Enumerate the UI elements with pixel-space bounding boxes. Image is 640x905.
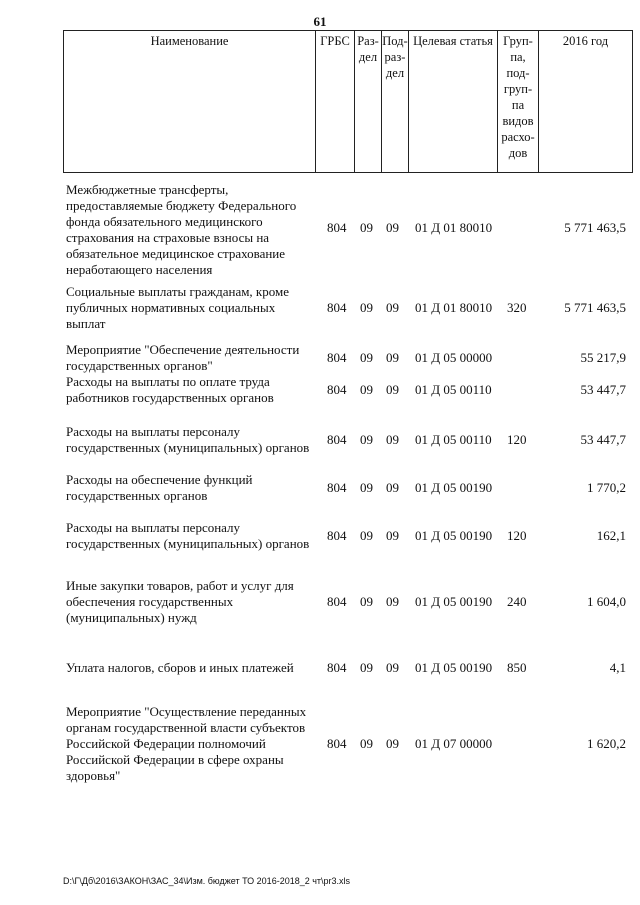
row-razdel: 09 [360,300,373,315]
row-group: 320 [507,300,527,315]
row-grbs: 804 [327,736,347,751]
header-razdel: Раз- дел [355,31,382,173]
row-podrazdel: 09 [386,432,399,447]
row-target: 01 Д 01 80010 [415,300,493,315]
table-row [63,472,632,504]
row-name: Межбюджетные трансферты, предоставляемые бюджету Федерального фонда обязательного медицинского страхования на страховые взносы на обязательное медицинское страхование неработающего населения [66,182,297,277]
header-group: Груп- па, под- груп- па видов расхо- дов [498,31,539,173]
row-podrazdel: 09 [386,220,399,235]
row-podrazdel: 09 [386,300,399,315]
row-target: 01 Д 05 00190 [415,594,493,609]
row-razdel: 09 [360,220,373,235]
row-target: 01 Д 05 00190 [415,480,493,495]
row-amount: 1 604,0 [587,594,626,609]
row-name: Уплата налогов, сборов и иных платежей [66,660,294,675]
row-amount: 1 620,2 [587,736,626,751]
table-row [63,704,632,800]
table-row [63,578,632,626]
row-razdel: 09 [360,480,373,495]
row-group: 240 [507,594,527,609]
table-row [63,342,632,374]
row-target: 01 Д 05 00190 [415,660,493,675]
row-group: 850 [507,660,527,675]
row-name: Расходы на выплаты по оплате труда работников государственных органов [66,374,274,405]
row-podrazdel: 09 [386,350,399,365]
row-amount: 5 771 463,5 [564,300,626,315]
row-name: Мероприятие "Обеспечение деятельности государственных органов" [66,342,300,373]
row-amount: 55 217,9 [580,350,626,365]
header-year: 2016 год [539,31,633,173]
row-podrazdel: 09 [386,660,399,675]
row-grbs: 804 [327,594,347,609]
row-name: Расходы на выплаты персоналу государственных (муниципальных) органов [66,424,310,455]
row-name: Расходы на обеспечение функций государственных органов [66,472,253,503]
row-razdel: 09 [360,432,373,447]
row-grbs: 804 [327,528,347,543]
row-podrazdel: 09 [386,382,399,397]
header-name: Наименование [64,31,316,173]
row-razdel: 09 [360,594,373,609]
row-grbs: 804 [327,382,347,397]
row-grbs: 804 [327,432,347,447]
row-grbs: 804 [327,300,347,315]
row-target: 01 Д 05 00190 [415,528,493,543]
header-target: Целевая статья [409,31,498,173]
row-amount: 1 770,2 [587,480,626,495]
file-path-footer: D:\Г\Дб\2016\ЗАКОН\ЗАС_34\Изм. бюджет ТО 2016-2018_2 чт\pr3.xls [63,876,351,886]
row-group: 120 [507,432,527,447]
row-podrazdel: 09 [386,480,399,495]
row-target: 01 Д 05 00000 [415,350,493,365]
row-amount: 53 447,7 [580,432,626,447]
row-target: 01 Д 07 00000 [415,736,493,751]
row-name: Мероприятие "Осуществление переданных органам государственной власти субъектов Российской Федерации полномочий Российской Федерации в сфере охраны здоровья" [66,704,307,783]
table-row [63,424,632,456]
row-grbs: 804 [327,660,347,675]
row-amount: 5 771 463,5 [564,220,626,235]
table-row [63,660,632,676]
table-row [63,284,632,332]
row-podrazdel: 09 [386,736,399,751]
row-grbs: 804 [327,350,347,365]
row-grbs: 804 [327,480,347,495]
table-row [63,182,632,278]
row-name: Иные закупки товаров, работ и услуг для обеспечения государственных (муниципальных) нужд [66,578,294,625]
header-grbs: ГРБС [316,31,355,173]
row-target: 01 Д 05 00110 [415,382,492,397]
row-razdel: 09 [360,528,373,543]
row-name: Социальные выплаты гражданам, кроме публичных нормативных социальных выплат [66,284,289,331]
table-row [63,374,632,406]
table-row [63,520,632,552]
row-amount: 53 447,7 [580,382,626,397]
row-razdel: 09 [360,660,373,675]
row-grbs: 804 [327,220,347,235]
row-amount: 4,1 [609,660,626,675]
row-razdel: 09 [360,736,373,751]
table-header [63,30,633,173]
row-amount: 162,1 [596,528,626,543]
row-razdel: 09 [360,382,373,397]
header-podrazdel: Под- раз- дел [382,31,409,173]
row-target: 01 Д 05 00110 [415,432,492,447]
row-razdel: 09 [360,350,373,365]
row-target: 01 Д 01 80010 [415,220,493,235]
row-podrazdel: 09 [386,528,399,543]
row-podrazdel: 09 [386,594,399,609]
row-group: 120 [507,528,527,543]
row-name: Расходы на выплаты персоналу государственных (муниципальных) органов [66,520,310,551]
page-number: 61 [313,14,327,29]
